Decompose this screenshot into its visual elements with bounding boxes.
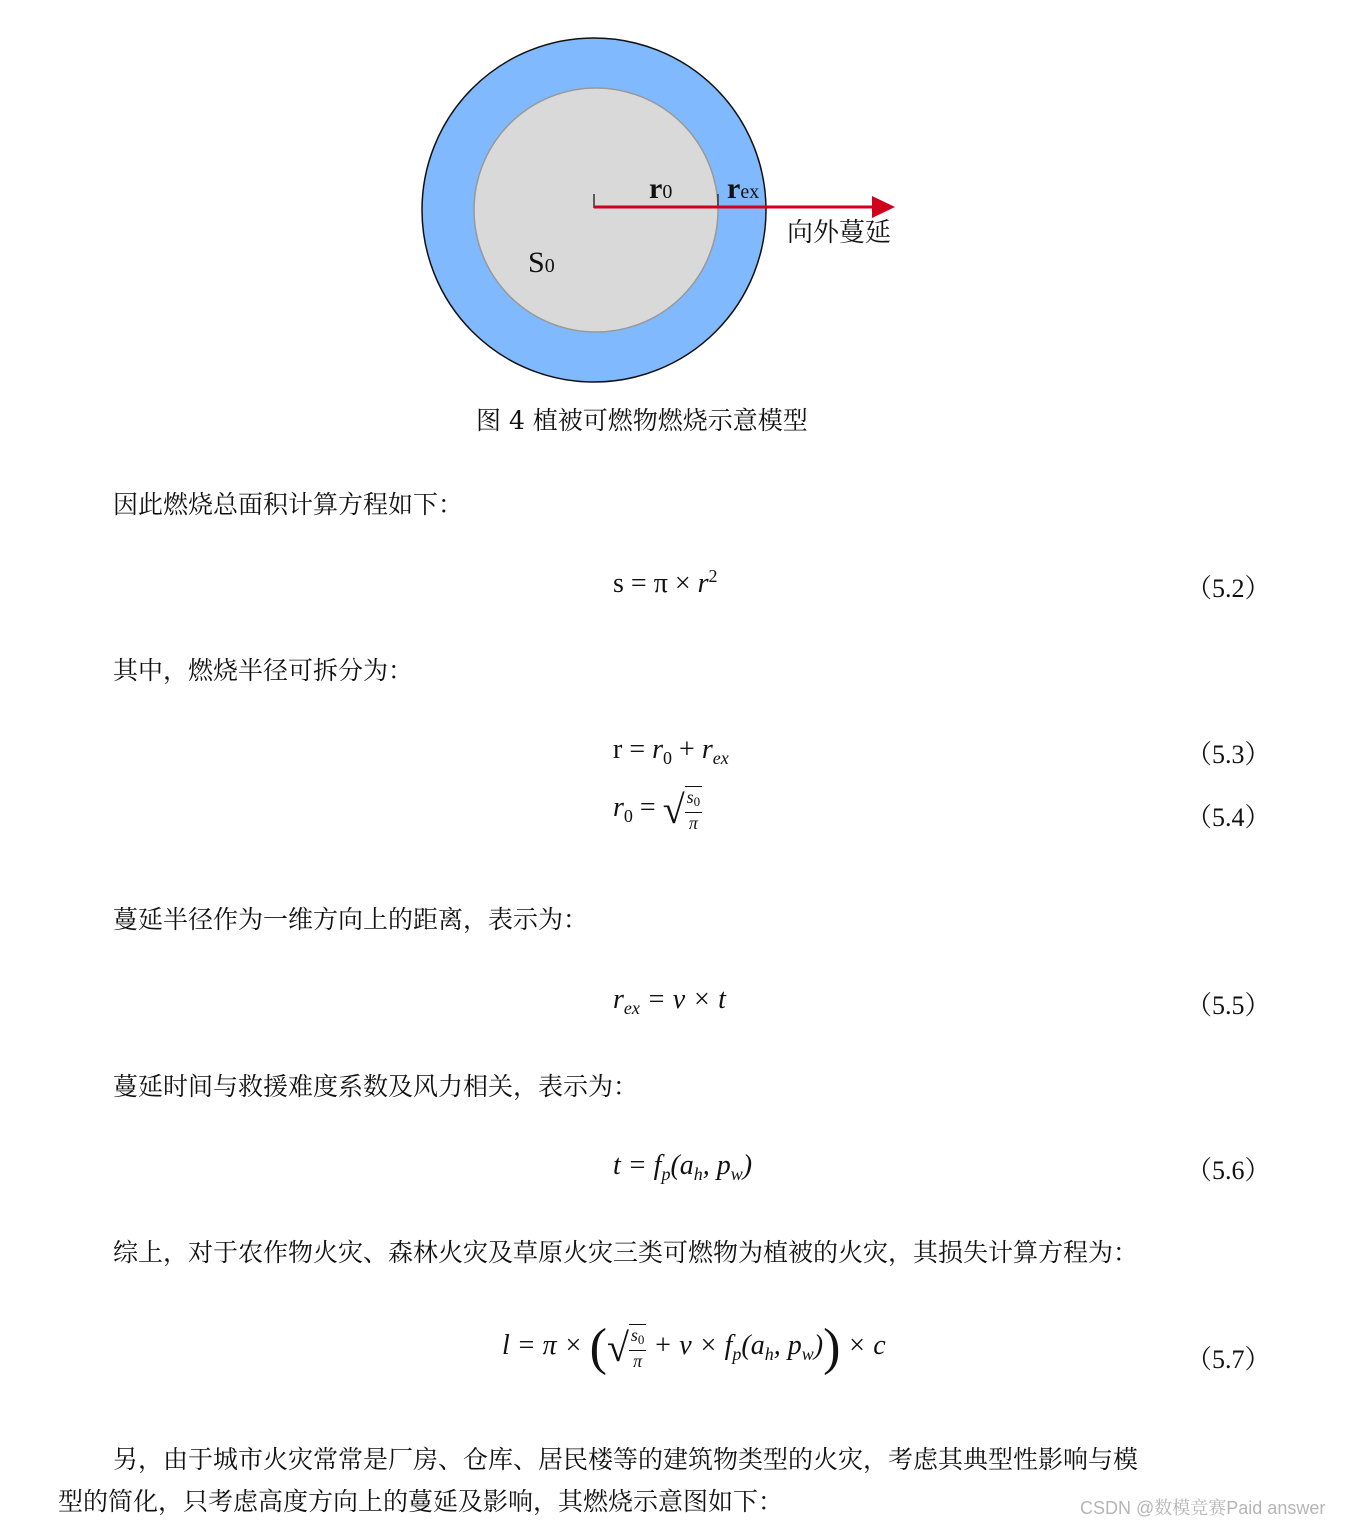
equation-5-5: $r_{ex} = v \times t$ bbox=[613, 984, 726, 1018]
label-r0: r0 bbox=[649, 172, 673, 205]
paragraph: 蔓延半径作为一维方向上的距离，表示为： bbox=[113, 905, 589, 934]
burning-model-diagram bbox=[0, 0, 1354, 400]
paragraph: 因此燃烧总面积计算方程如下： bbox=[113, 490, 464, 519]
equation-5-6: $t = f_p(a_h$, $p_w$) bbox=[613, 1150, 753, 1184]
equation-number: （5.3） bbox=[1186, 740, 1271, 769]
arrow-label: 向外蔓延 bbox=[787, 218, 892, 248]
paragraph: 蔓延时间与救援难度系数及风力相关，表示为： bbox=[113, 1072, 639, 1101]
equation-number: （5.2） bbox=[1186, 574, 1271, 603]
paragraph: 另，由于城市火灾常常是厂房、仓库、居民楼等的建筑物类型的火灾，考虑其典型性影响与模 bbox=[113, 1445, 1139, 1474]
equation-number: （5.5） bbox=[1186, 991, 1271, 1020]
paragraph: 其中，燃烧半径可拆分为： bbox=[113, 656, 414, 685]
paragraph: 型的简化，只考虑高度方向上的蔓延及影响，其燃烧示意图如下： bbox=[58, 1487, 784, 1516]
label-s0: S0 bbox=[528, 246, 555, 279]
label-rex: rex bbox=[727, 172, 760, 205]
equation-5-3: $r = r_0 + r_{ex}$ bbox=[613, 734, 729, 768]
equation-number: （5.7） bbox=[1186, 1345, 1271, 1374]
equation-5-4: $r_0$ = √ $\frac{s_0}{\pi}$ bbox=[613, 787, 701, 833]
watermark: CSDN @数模竞赛Paid answer bbox=[1080, 1498, 1326, 1518]
equation-number: （5.6） bbox=[1186, 1156, 1271, 1185]
initial-burn-area bbox=[474, 88, 718, 332]
paragraph: 综上，对于农作物火灾、森林火灾及草原火灾三类可燃物为植被的火灾，其损失计算方程为： bbox=[113, 1238, 1139, 1267]
equation-number: （5.4） bbox=[1186, 803, 1271, 832]
figure-caption: 图 4 植被可燃物燃烧示意模型 bbox=[476, 406, 808, 435]
equation-5-7: l = π × (√ $\frac{s_0}{\pi}$ + $v \times f_p(a_h$, $p_w)) \times c$ bbox=[502, 1319, 886, 1376]
equation-5-2: $s = \pi \times r^2$ bbox=[613, 566, 718, 599]
